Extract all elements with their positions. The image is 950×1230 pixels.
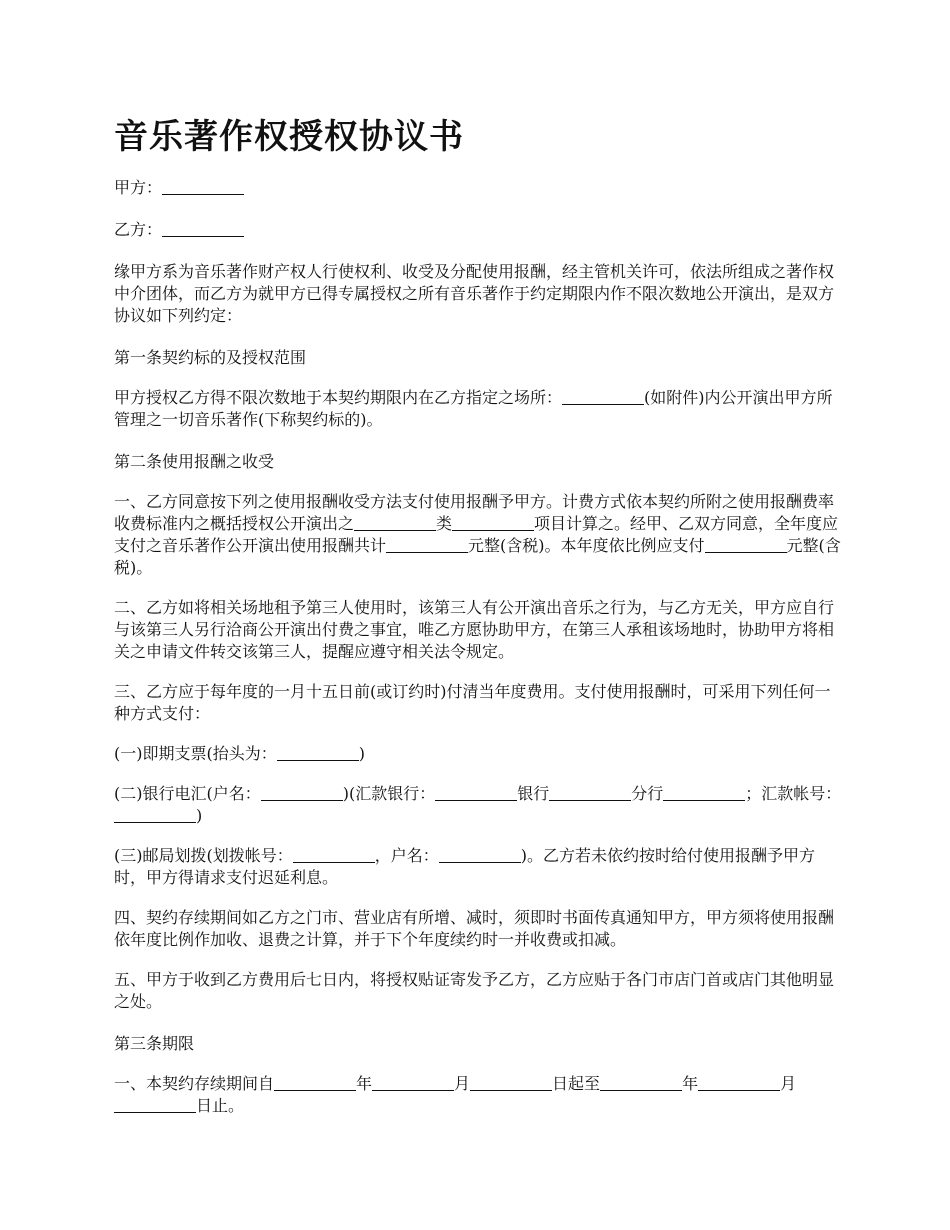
blank-line [663,784,745,801]
blank-line [549,784,631,801]
blank-line [261,784,343,801]
blank-line [452,514,534,531]
blank-line [277,744,359,761]
clause-2-1: 一、乙方同意按下列之使用报酬收受方法支付使用报酬予甲方。计费方式依本契约所附之使用报酬费率收费标准内之概括授权公开演出之 类 项目计算之。经甲、乙双方同意，全年度应支付之音乐著作公开演出使用报酬共计 元整(含税)。本年度依比例应支付 元整(含税)。 [114,492,841,577]
blank-line [698,1074,780,1091]
blank-line [435,784,517,801]
clause-2-4: 四、契约存续期间如乙方之门市、营业店有所增、减时，须即时书面传真通知甲方，甲方须将使用报酬依年度比例作加收、退费之计算，并于下个年度续约时一并收费或扣减。 [114,908,835,949]
payment-option-2: (二)银行电汇(户名： )(汇款银行： 银行 分行 ；汇款帐号：) [114,784,842,825]
document-title: 音乐著作权授权协议书 [114,117,464,157]
document-page [114,0,844,1117]
blank-line [162,220,244,237]
article-2-title: 第二条使用报酬之收受 [114,452,275,471]
blank-line [114,806,196,823]
clause-2-3: 三、乙方应于每年度的一月十五日前(或订约时)付清当年度费用。支付使用报酬时，可采用下列任何一种方式支付： [114,682,831,723]
payment-option-3: (三)邮局划拨(划拨帐号： ，户名： )。乙方若未依约按时给付使用报酬予甲方时，甲方得请求支付迟延利息。 [114,846,815,887]
blank-line [705,536,787,553]
blank-line [354,514,436,531]
blank-line [386,536,468,553]
preamble: 缘甲方系为音乐著作财产权人行使权利、收受及分配使用报酬，经主管机关许可，依法所组成之著作权中介团体，而乙方为就甲方已得专属授权之所有音乐著作于约定期限内作不限次数地公开演出，是双方协议如下列约定： [114,262,835,325]
party-a-line: 甲方： [114,177,844,199]
blank-line [562,388,644,405]
blank-line [372,1074,454,1091]
payment-option-1: (一)即期支票(抬头为： ) [114,744,365,763]
clause-2-5: 五、甲方于收到乙方费用后七日内，将授权贴证寄发予乙方，乙方应贴于各门市店门首或店门其他明显之处。 [114,970,835,1011]
blank-line [439,846,521,863]
clause-3-1: 一、本契约存续期间自 年 月 日起至 年 月日止。 [114,1074,797,1115]
clause-2-2: 二、乙方如将相关场地租予第三人使用时，该第三人有公开演出音乐之行为，与乙方无关，甲方应自行与该第三人另行洽商公开演出付费之事宜，唯乙方愿协助甲方，在第三人承租该场地时，协助甲方将相关之申请文件转交该第三人，提醒应遵守相关法令规定。 [114,598,835,661]
blank-line [470,1074,552,1091]
article-1-body: 甲方授权乙方得不限次数地于本契约期限内在乙方指定之场所： (如附件)内公开演出甲方所管理之一切音乐著作(下称契约标的)。 [114,388,833,429]
blank-line [114,1096,196,1113]
blank-line [293,846,375,863]
article-3-title: 第三条期限 [114,1034,195,1053]
blank-line [162,178,244,195]
blank-line [274,1074,356,1091]
blank-line [600,1074,682,1091]
article-1-title: 第一条契约标的及授权范围 [114,348,307,367]
party-b-line: 乙方： [114,219,844,241]
